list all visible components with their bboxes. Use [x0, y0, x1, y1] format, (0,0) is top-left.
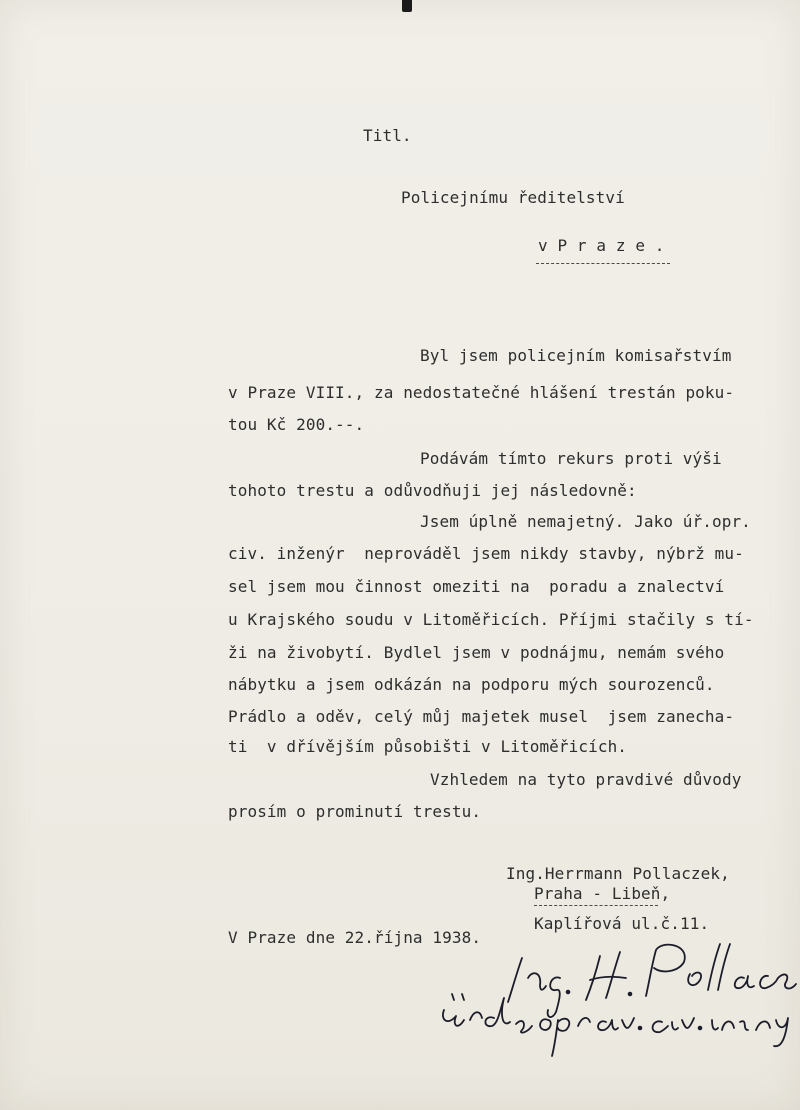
sender-street: Kaplířová ul.č.11.: [534, 914, 710, 933]
recipient-underline: [536, 263, 670, 264]
sender-city-underline: [534, 905, 658, 906]
body-para2-line-2: tohoto trestu a odůvodňuji jej následovně:: [228, 481, 637, 500]
sender-name: Ing.Herrmann Pollaczek,: [506, 864, 730, 883]
body-para3-line-3: sel jsem mou činnost omeziti na poradu a znalectví: [228, 577, 725, 596]
body-para4-line-2: prosím o prominutí trestu.: [228, 802, 482, 821]
body-para3-line-4: u Krajského soudu v Litoměřicích. Příjmi stačily s tí-: [228, 610, 754, 629]
body-para3-line-8: ti v dřívějším působišti v Litoměřicích.: [228, 737, 628, 756]
body-para1-line-3: tou Kč 200.--.: [228, 415, 365, 434]
body-para1-line-2: v Praze VIII., za nedostatečné hlášení trestán poku-: [228, 383, 735, 402]
punch-hole-mark: [402, 0, 412, 12]
salutation: Titl.: [363, 126, 412, 145]
body-para3-line-1: Jsem úplně nemajetný. Jako úř.opr.: [420, 512, 751, 531]
recipient-line-2: v P r a z e .: [538, 236, 665, 255]
body-para2-line-1: Podávám tímto rekurs proti výši: [420, 449, 722, 468]
body-para3-line-2: civ. inženýr neprováděl jsem nikdy stavby, nýbrž mu-: [228, 544, 744, 563]
body-para1-line-1: Byl jsem policejním komisařstvím: [420, 346, 732, 365]
date-line: V Praze dne 22.října 1938.: [228, 928, 482, 947]
body-para3-line-6: nábytku a jsem odkázán na podporu mých sourozenců.: [228, 675, 715, 694]
sender-city: Praha - Libeň,: [534, 884, 671, 903]
recipient-line-1: Policejnímu ředitelství: [401, 188, 625, 207]
body-para3-line-5: ži na živobytí. Bydlel jsem v podnájmu, nemám svého: [228, 643, 725, 662]
body-para4-line-1: Vzhledem na tyto pravdivé důvody: [430, 770, 742, 789]
body-para3-line-7: Prádlo a oděv, celý můj majetek musel jsem zanecha-: [228, 707, 735, 726]
